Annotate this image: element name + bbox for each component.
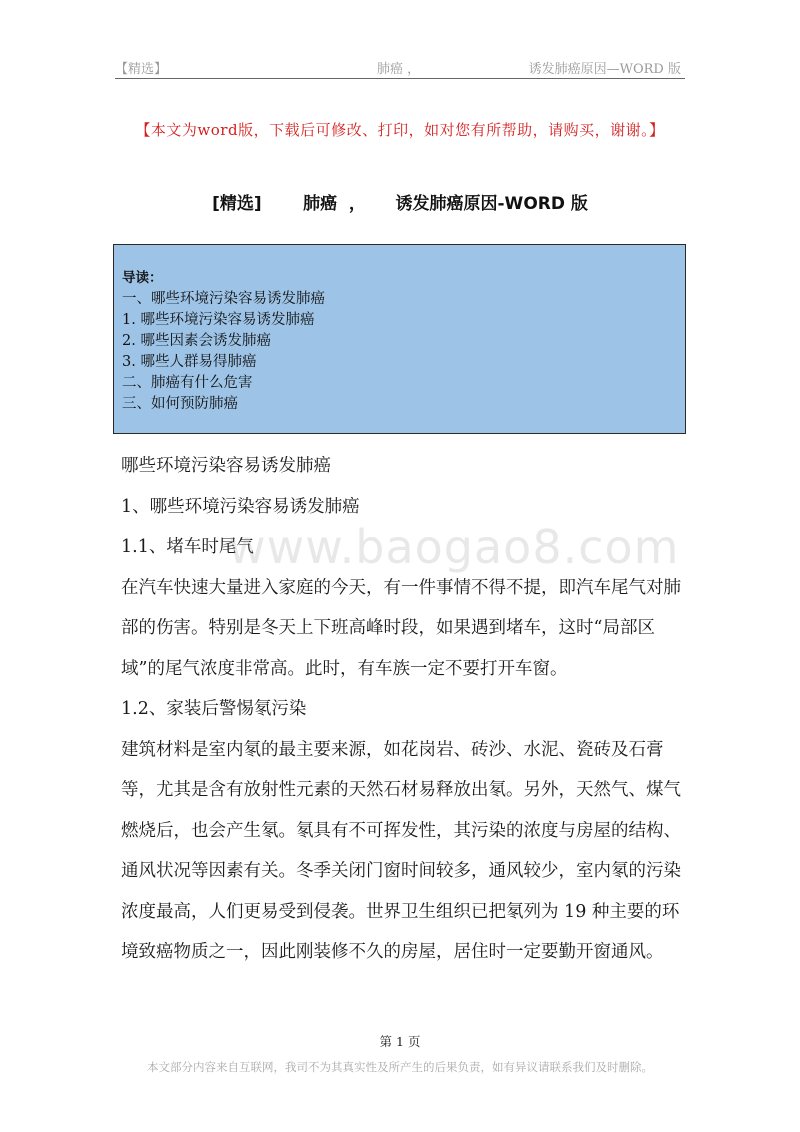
header-center-text: 肺癌 ， <box>377 62 421 77</box>
toc-item: 二、肺癌有什么危害 <box>122 375 253 391</box>
toc-item: 1. 哪些环境污染容易诱发肺癌 <box>122 312 315 328</box>
subsection-heading: 1.2、家装后警惕氡污染 <box>121 699 307 719</box>
header-right-text: 诱发肺癌原因—WORD 版 <box>528 62 681 77</box>
footer-disclaimer: 本文部分内容来自互联网，我司不为其真实性及所产生的后果负责，如有异议请联系我们及时删除。 <box>147 1060 653 1074</box>
toc-item: 三、如何预防肺癌 <box>122 396 238 412</box>
page-number: 第 1 页 <box>379 1034 421 1049</box>
section-heading: 哪些环境污染容易诱发肺癌 <box>121 456 331 476</box>
subsection-heading: 1.1、堵车时尾气 <box>121 537 254 557</box>
reading-guide-label: 导读： <box>122 270 163 286</box>
document-title: [精选] 肺癌 ， 诱发肺癌原因-WORD 版 <box>212 194 588 214</box>
toc-item: 3. 哪些人群易得肺癌 <box>122 354 257 370</box>
paragraph: 建筑材料是室内氡的最主要来源，如花岗岩、砖沙、水泥、瓷砖及石膏等，尤其是含有放射性元素的天然石材易释放出氡。另外，天然气、煤气燃烧后，也会产生氡。氡具有不可挥发性，其污染的浓度与房屋的结构、通风状况等因素有关。冬季关闭门窗时间较多，通风较少，室内氡的污染浓度最高，人们更易受到侵袭。世界卫生组织已把氡列为 19 种主要的环境致癌物质之一，因此刚装修不久的房屋，居住时一定要勤开窗通风。 <box>121 739 681 962</box>
download-notice: 【本文为word版，下载后可修改、打印，如对您有所帮助，请购买，谢谢。】 <box>135 121 665 139</box>
document-body <box>121 446 686 973</box>
paragraph: 在汽车快速大量进入家庭的今天，有一件事情不得不提，即汽车尾气对肺部的伤害。特别是冬天上下班高峰时段，如果遇到堵车，这时“局部区域”的尾气浓度非常高。此时，有车族一定不要打开车窗。 <box>121 577 681 679</box>
header-left-text: 【精选】 <box>115 62 168 77</box>
subsection-heading: 1、哪些环境污染容易诱发肺癌 <box>121 496 360 517</box>
toc-item: 2. 哪些因素会诱发肺癌 <box>122 333 271 349</box>
site-watermark: www.baogao8.com <box>228 520 680 574</box>
toc-item: 一、哪些环境污染容易诱发肺癌 <box>122 291 325 307</box>
running-header <box>115 56 685 79</box>
reading-guide-box <box>113 244 686 434</box>
